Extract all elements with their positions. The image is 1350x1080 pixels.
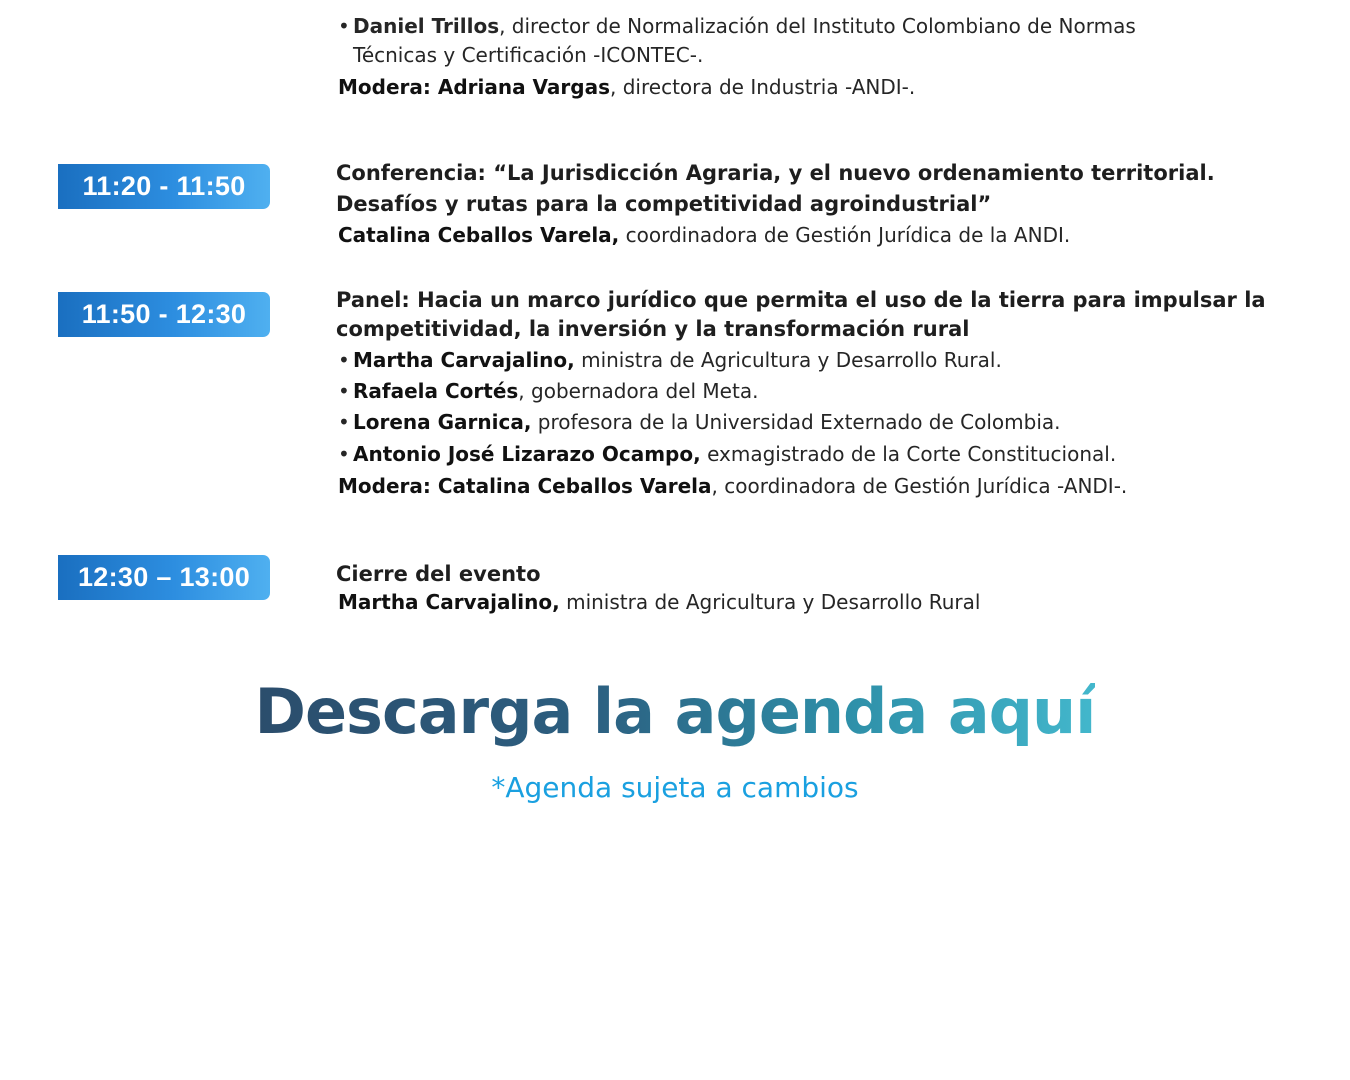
session-3-title: Cierre del evento (336, 562, 541, 586)
agenda-disclaimer: *Agenda sujeta a cambios (491, 771, 859, 804)
time-badge-session-3: 12:30 – 13:00 (58, 555, 270, 600)
panelist-description: exmagistrado de la Corte Constitucional. (700, 442, 1117, 466)
bullet: • (338, 442, 350, 466)
speaker-line-daniel-trillos (338, 12, 1300, 40)
speaker-description-continued: Técnicas y Certificación -ICONTEC-. (353, 43, 704, 67)
moderator-label: Modera: Adriana Vargas (338, 75, 611, 99)
time-badge-session-2: 11:50 - 12:30 (58, 292, 270, 337)
download-agenda-label[interactable]: Descarga la agenda aquí (254, 675, 1096, 748)
session-1-title-line-2: Desafíos y rutas para la competitividad agroindustrial” (336, 192, 992, 216)
download-agenda-link[interactable] (0, 672, 1350, 752)
session-2-title-line-2: competitividad, la inversión y la transformación rural (336, 317, 970, 341)
panelist-line (338, 440, 1116, 468)
session-1-title-line-1: Conferencia: “La Jurisdicción Agraria, y el nuevo ordenamiento territorial. (336, 161, 1215, 185)
session-2-moderator (338, 472, 1127, 500)
panelist-name: Rafaela Cortés (353, 379, 519, 403)
moderator-label: Modera: Catalina Ceballos Varela (338, 474, 712, 498)
moderator-description: , coordinadora de Gestión Jurídica -ANDI-. (711, 474, 1128, 498)
session-1-speaker (338, 221, 1070, 249)
time-badge-session-1: 11:20 - 11:50 (58, 164, 270, 209)
session-3-speaker (338, 588, 980, 616)
panelist-name: Lorena Garnica, (353, 410, 532, 434)
speaker-name: Martha Carvajalino, (338, 590, 560, 614)
panelist-description: ministra de Agricultura y Desarrollo Rural. (574, 348, 1002, 372)
speaker-description: , director de Normalización del Instituto Colombiano de Normas (499, 14, 1136, 38)
speaker-name: Catalina Ceballos Varela, (338, 223, 620, 247)
panelist-name: Martha Carvajalino, (353, 348, 575, 372)
moderator-description: , directora de Industria -ANDI-. (610, 75, 916, 99)
panelist-description: profesora de la Universidad Externado de Colombia. (531, 410, 1061, 434)
panelist-line (338, 346, 1002, 374)
panelist-line (338, 408, 1061, 436)
moderator-line (338, 73, 915, 101)
bullet: • (338, 14, 350, 38)
bullet: • (338, 348, 350, 372)
speaker-name: Daniel Trillos (353, 14, 500, 38)
speaker-description: ministra de Agricultura y Desarrollo Rural (559, 590, 981, 614)
panelist-line (338, 377, 758, 405)
panelist-description: , gobernadora del Meta. (518, 379, 759, 403)
session-2-title-line-1: Panel: Hacia un marco jurídico que permita el uso de la tierra para impulsar la (336, 288, 1266, 312)
bullet: • (338, 379, 350, 403)
panelist-name: Antonio José Lizarazo Ocampo, (353, 442, 701, 466)
bullet: • (338, 410, 350, 434)
speaker-description: coordinadora de Gestión Jurídica de la ANDI. (619, 223, 1071, 247)
